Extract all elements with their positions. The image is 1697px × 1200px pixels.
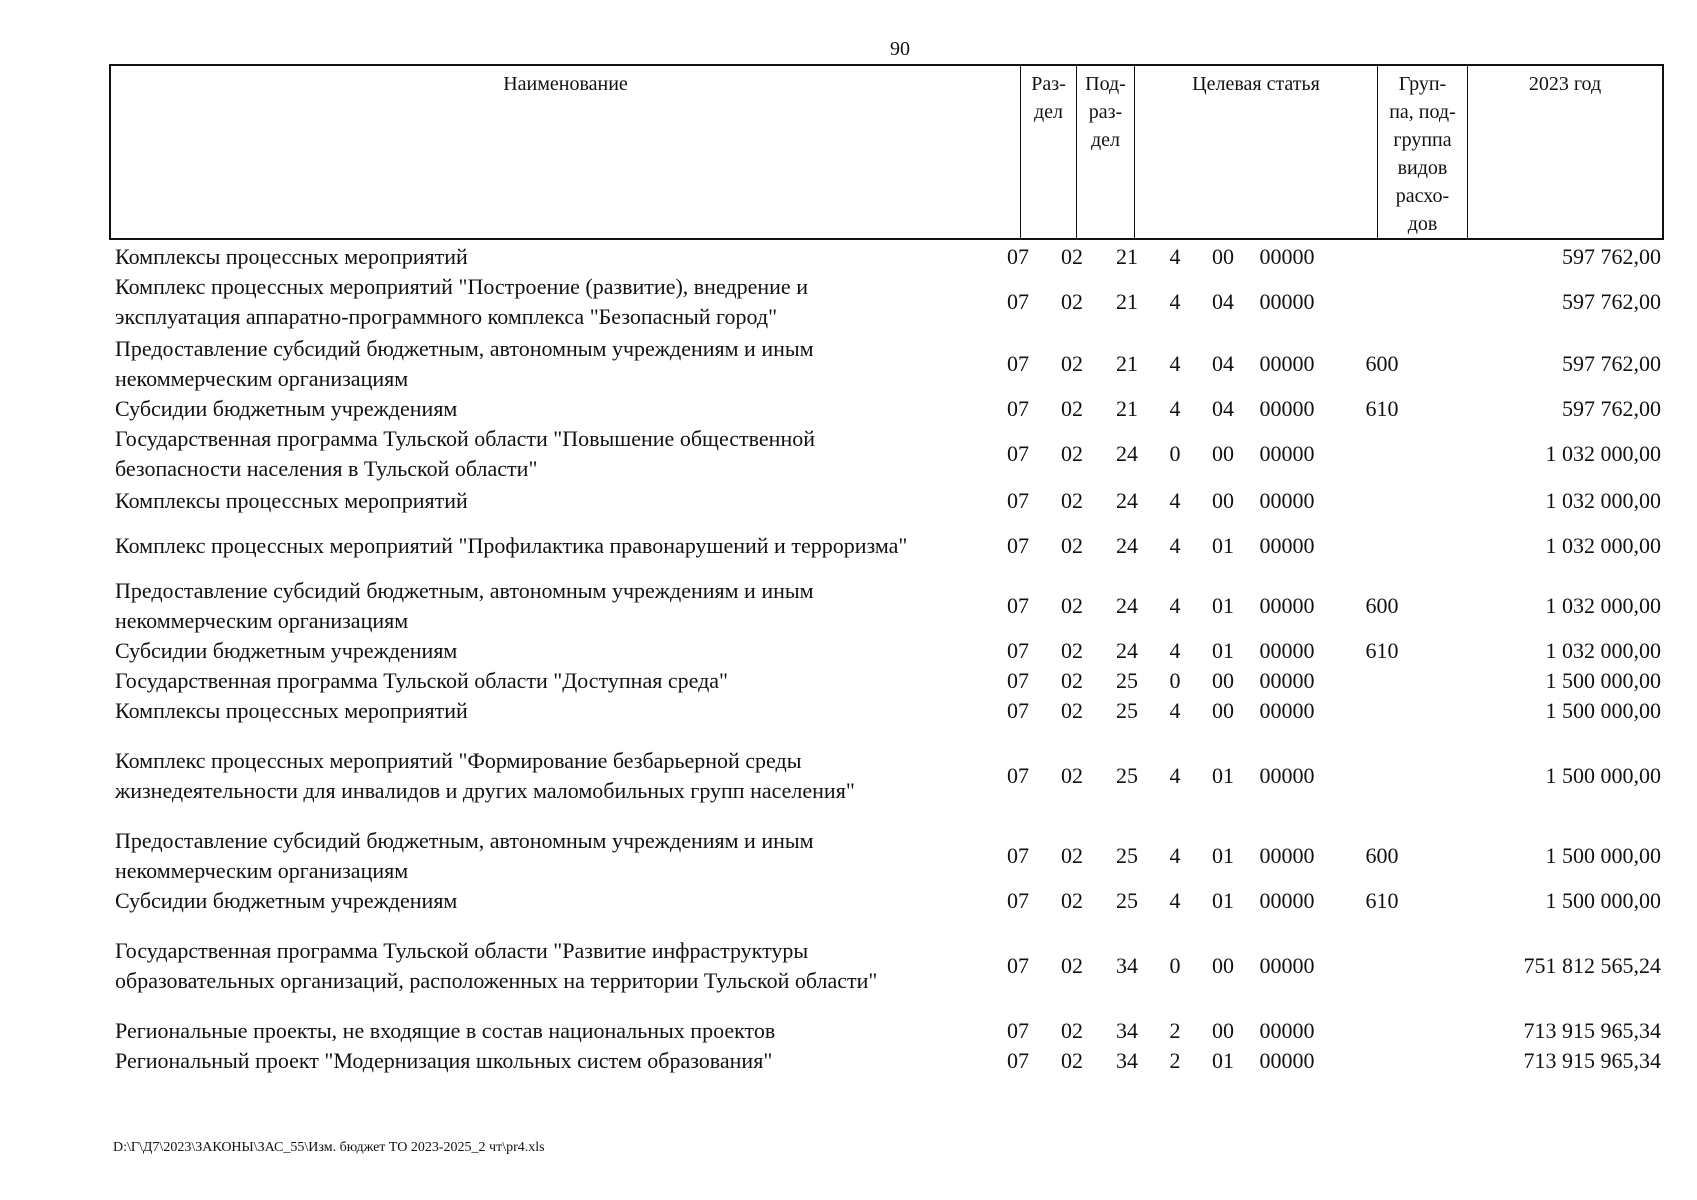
row-name: Комплекс процессных мероприятий "Построение (развитие), внедрение и эксплуатация аппаратно-программного комплекса "Безопасный город" bbox=[115, 274, 808, 329]
cell-g: 600 bbox=[1365, 351, 1399, 376]
cell-t1: 25 bbox=[1116, 763, 1138, 788]
cell-amount: 597 762,00 bbox=[1562, 244, 1661, 269]
cell-r: 07 bbox=[1007, 244, 1029, 269]
cell-t3: 01 bbox=[1212, 638, 1234, 663]
cell-t3: 01 bbox=[1212, 763, 1234, 788]
cell-r: 07 bbox=[1007, 843, 1029, 868]
cell-t4: 00000 bbox=[1259, 533, 1315, 558]
cell-t2: 4 bbox=[1169, 351, 1181, 376]
table-row bbox=[0, 424, 1697, 484]
cell-t4: 00000 bbox=[1259, 396, 1315, 421]
cell-r: 07 bbox=[1007, 1018, 1029, 1043]
row-name: Государственная программа Тульской области "Развитие инфраструктуры образовательных организаций, расположенных на территории Тульской области" bbox=[115, 938, 878, 993]
row-name: Субсидии бюджетным учреждениям bbox=[115, 396, 458, 421]
cell-amount: 1 032 000,00 bbox=[1545, 593, 1661, 618]
row-name: Предоставление субсидий бюджетным, автономным учреждениям и иным некоммерческим организациям bbox=[115, 828, 814, 883]
cell-pr: 02 bbox=[1061, 1048, 1083, 1073]
cell-pr: 02 bbox=[1061, 488, 1083, 513]
cell-t2: 4 bbox=[1169, 244, 1181, 269]
cell-t3: 00 bbox=[1212, 441, 1234, 466]
cell-t2: 4 bbox=[1169, 888, 1181, 913]
cell-t3: 01 bbox=[1212, 888, 1234, 913]
row-name: Комплексы процессных мероприятий bbox=[115, 488, 468, 513]
cell-amount: 1 032 000,00 bbox=[1545, 638, 1661, 663]
table-row bbox=[0, 526, 1697, 566]
cell-t3: 01 bbox=[1212, 533, 1234, 558]
table-row bbox=[0, 272, 1697, 332]
cell-t2: 4 bbox=[1169, 289, 1181, 314]
row-name: Субсидии бюджетным учреждениям bbox=[115, 888, 458, 913]
header-expense-group: Груп- па, под- группа видов расхо- дов bbox=[1377, 66, 1467, 238]
table-row bbox=[0, 576, 1697, 636]
row-name: Региональный проект "Модернизация школьных систем образования" bbox=[115, 1048, 773, 1073]
cell-t3: 01 bbox=[1212, 593, 1234, 618]
cell-t1: 24 bbox=[1116, 533, 1138, 558]
cell-pr: 02 bbox=[1061, 244, 1083, 269]
cell-pr: 02 bbox=[1061, 396, 1083, 421]
cell-t4: 00000 bbox=[1259, 888, 1315, 913]
cell-amount: 1 500 000,00 bbox=[1545, 668, 1661, 693]
table-row bbox=[0, 1016, 1697, 1046]
cell-r: 07 bbox=[1007, 1048, 1029, 1073]
header-podrazdel: Под- раз- дел bbox=[1076, 66, 1134, 238]
cell-t4: 00000 bbox=[1259, 1048, 1315, 1073]
cell-t4: 00000 bbox=[1259, 953, 1315, 978]
cell-g: 600 bbox=[1365, 843, 1399, 868]
cell-t3: 00 bbox=[1212, 488, 1234, 513]
cell-t4: 00000 bbox=[1259, 763, 1315, 788]
cell-amount: 597 762,00 bbox=[1562, 396, 1661, 421]
cell-t2: 4 bbox=[1169, 638, 1181, 663]
cell-t3: 01 bbox=[1212, 1048, 1234, 1073]
header-name: Наименование bbox=[503, 73, 628, 95]
cell-pr: 02 bbox=[1061, 698, 1083, 723]
cell-pr: 02 bbox=[1061, 351, 1083, 376]
cell-pr: 02 bbox=[1061, 763, 1083, 788]
cell-r: 07 bbox=[1007, 396, 1029, 421]
cell-t1: 24 bbox=[1116, 441, 1138, 466]
table-row bbox=[0, 394, 1697, 424]
cell-t4: 00000 bbox=[1259, 244, 1315, 269]
cell-t3: 04 bbox=[1212, 396, 1234, 421]
cell-t1: 21 bbox=[1116, 351, 1138, 376]
table-row bbox=[0, 666, 1697, 696]
row-name: Субсидии бюджетным учреждениям bbox=[115, 638, 458, 663]
cell-amount: 1 500 000,00 bbox=[1545, 843, 1661, 868]
row-name: Предоставление субсидий бюджетным, автономным учреждениям и иным некоммерческим организациям bbox=[115, 578, 814, 633]
cell-t4: 00000 bbox=[1259, 638, 1315, 663]
cell-t1: 24 bbox=[1116, 593, 1138, 618]
cell-t3: 00 bbox=[1212, 668, 1234, 693]
cell-r: 07 bbox=[1007, 638, 1029, 663]
cell-r: 07 bbox=[1007, 593, 1029, 618]
page-number: 90 bbox=[890, 38, 910, 60]
cell-g: 600 bbox=[1365, 593, 1399, 618]
cell-t2: 4 bbox=[1169, 533, 1181, 558]
cell-amount: 713 915 965,34 bbox=[1523, 1018, 1661, 1043]
cell-t3: 00 bbox=[1212, 953, 1234, 978]
cell-t4: 00000 bbox=[1259, 843, 1315, 868]
cell-r: 07 bbox=[1007, 289, 1029, 314]
row-name: Региональные проекты, не входящие в состав национальных проектов bbox=[115, 1018, 776, 1043]
cell-t4: 00000 bbox=[1259, 488, 1315, 513]
cell-t1: 25 bbox=[1116, 888, 1138, 913]
cell-t2: 0 bbox=[1169, 668, 1181, 693]
cell-r: 07 bbox=[1007, 533, 1029, 558]
table-row bbox=[0, 926, 1697, 1006]
row-name: Государственная программа Тульской области "Доступная среда" bbox=[115, 668, 729, 693]
cell-r: 07 bbox=[1007, 698, 1029, 723]
cell-r: 07 bbox=[1007, 441, 1029, 466]
row-name: Комплекс процессных мероприятий "Профилактика правонарушений и терроризма" bbox=[115, 533, 908, 558]
cell-r: 07 bbox=[1007, 488, 1029, 513]
cell-t4: 00000 bbox=[1259, 1018, 1315, 1043]
cell-t1: 21 bbox=[1116, 396, 1138, 421]
cell-amount: 1 500 000,00 bbox=[1545, 698, 1661, 723]
cell-t3: 00 bbox=[1212, 244, 1234, 269]
cell-t2: 2 bbox=[1169, 1048, 1181, 1073]
header-razdel: Раз- дел bbox=[1020, 66, 1076, 238]
cell-t4: 00000 bbox=[1259, 698, 1315, 723]
cell-amount: 597 762,00 bbox=[1562, 351, 1661, 376]
cell-t1: 24 bbox=[1116, 488, 1138, 513]
cell-t2: 4 bbox=[1169, 488, 1181, 513]
cell-t1: 34 bbox=[1116, 953, 1138, 978]
cell-amount: 713 915 965,34 bbox=[1523, 1048, 1661, 1073]
cell-g: 610 bbox=[1365, 638, 1399, 663]
header-year: 2023 год bbox=[1467, 66, 1662, 238]
cell-amount: 1 032 000,00 bbox=[1545, 441, 1661, 466]
cell-t2: 4 bbox=[1169, 763, 1181, 788]
cell-t3: 00 bbox=[1212, 1018, 1234, 1043]
cell-amount: 597 762,00 bbox=[1562, 289, 1661, 314]
cell-t2: 2 bbox=[1169, 1018, 1181, 1043]
cell-t2: 4 bbox=[1169, 843, 1181, 868]
cell-r: 07 bbox=[1007, 763, 1029, 788]
cell-pr: 02 bbox=[1061, 441, 1083, 466]
cell-r: 07 bbox=[1007, 888, 1029, 913]
cell-t1: 34 bbox=[1116, 1018, 1138, 1043]
cell-t2: 4 bbox=[1169, 396, 1181, 421]
cell-t1: 24 bbox=[1116, 638, 1138, 663]
table-row bbox=[0, 826, 1697, 886]
cell-r: 07 bbox=[1007, 953, 1029, 978]
table-row bbox=[0, 1046, 1697, 1076]
cell-r: 07 bbox=[1007, 351, 1029, 376]
row-name: Комплексы процессных мероприятий bbox=[115, 698, 468, 723]
table-row bbox=[0, 736, 1697, 816]
cell-pr: 02 bbox=[1061, 289, 1083, 314]
cell-pr: 02 bbox=[1061, 533, 1083, 558]
cell-t3: 04 bbox=[1212, 351, 1234, 376]
cell-r: 07 bbox=[1007, 668, 1029, 693]
cell-pr: 02 bbox=[1061, 953, 1083, 978]
cell-t2: 4 bbox=[1169, 698, 1181, 723]
cell-pr: 02 bbox=[1061, 1018, 1083, 1043]
cell-amount: 751 812 565,24 bbox=[1523, 953, 1661, 978]
cell-t3: 04 bbox=[1212, 289, 1234, 314]
cell-pr: 02 bbox=[1061, 843, 1083, 868]
cell-t1: 25 bbox=[1116, 698, 1138, 723]
cell-t4: 00000 bbox=[1259, 668, 1315, 693]
cell-amount: 1 032 000,00 bbox=[1545, 488, 1661, 513]
cell-t2: 4 bbox=[1169, 593, 1181, 618]
header-target-article: Целевая статья bbox=[1134, 66, 1377, 238]
cell-g: 610 bbox=[1365, 396, 1399, 421]
cell-t1: 25 bbox=[1116, 668, 1138, 693]
cell-t1: 21 bbox=[1116, 289, 1138, 314]
table-row bbox=[0, 696, 1697, 726]
cell-t2: 0 bbox=[1169, 953, 1181, 978]
cell-amount: 1 500 000,00 bbox=[1545, 888, 1661, 913]
cell-pr: 02 bbox=[1061, 888, 1083, 913]
cell-t1: 25 bbox=[1116, 843, 1138, 868]
cell-t3: 00 bbox=[1212, 698, 1234, 723]
cell-amount: 1 032 000,00 bbox=[1545, 533, 1661, 558]
cell-t1: 21 bbox=[1116, 244, 1138, 269]
cell-t4: 00000 bbox=[1259, 289, 1315, 314]
cell-pr: 02 bbox=[1061, 638, 1083, 663]
row-name: Комплексы процессных мероприятий bbox=[115, 244, 468, 269]
cell-t3: 01 bbox=[1212, 843, 1234, 868]
cell-t4: 00000 bbox=[1259, 351, 1315, 376]
cell-g: 610 bbox=[1365, 888, 1399, 913]
table-row bbox=[0, 486, 1697, 516]
cell-amount: 1 500 000,00 bbox=[1545, 763, 1661, 788]
table-row bbox=[0, 636, 1697, 666]
table-row bbox=[0, 334, 1697, 394]
row-name: Комплекс процессных мероприятий "Формирование безбарьерной среды жизнедеятельности для инвалидов и других маломобильных групп населения" bbox=[115, 748, 855, 803]
cell-t1: 34 bbox=[1116, 1048, 1138, 1073]
cell-pr: 02 bbox=[1061, 593, 1083, 618]
cell-t4: 00000 bbox=[1259, 593, 1315, 618]
row-name: Государственная программа Тульской области "Повышение общественной безопасности населения в Тульской области" bbox=[115, 426, 815, 481]
cell-t2: 0 bbox=[1169, 441, 1181, 466]
row-name: Предоставление субсидий бюджетным, автономным учреждениям и иным некоммерческим организациям bbox=[115, 336, 814, 391]
footer-file-path: D:\Г\Д7\2023\ЗАКОНЫ\ЗАС_55\Изм. бюджет ТО 2023-2025_2 чт\pr4.xls bbox=[113, 1140, 545, 1155]
table-row bbox=[0, 242, 1697, 272]
table-row bbox=[0, 886, 1697, 916]
cell-t4: 00000 bbox=[1259, 441, 1315, 466]
cell-pr: 02 bbox=[1061, 668, 1083, 693]
